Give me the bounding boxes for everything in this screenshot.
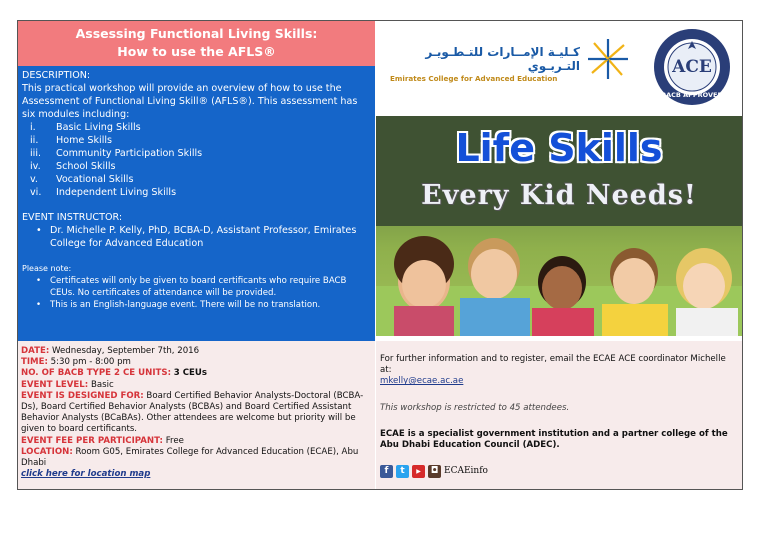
- about-text: ECAE is a specialist government institution and a partner college of the Abu Dhabi Education Council (ADEC).: [380, 428, 728, 451]
- list-item: [22, 173, 371, 186]
- ace-label: ACE: [672, 57, 712, 77]
- list-label: Community Participation Skills: [56, 148, 203, 159]
- social-links: [380, 465, 738, 478]
- list-num: ii.: [30, 135, 39, 146]
- fee-row: [21, 436, 372, 447]
- list-label: School Skills: [56, 161, 116, 172]
- ceu-label: NO. OF BACB TYPE 2 CE UNITS:: [21, 368, 172, 379]
- flyer-title: [18, 21, 375, 66]
- poster-subheadline: Every Kid Needs!: [421, 180, 697, 211]
- list-item: [22, 147, 371, 160]
- list-item: • Certificates will only be given to board certificants who require BACB CEUs. No certificates of attendance will be provided.: [36, 276, 347, 298]
- time-value: 5:30 pm - 8:00 pm: [50, 357, 131, 368]
- instagram-icon[interactable]: ◘: [428, 465, 441, 478]
- notes-label: Please note:: [22, 264, 72, 273]
- ecae-arabic-name: كـليـة الإمــارات للتـطـويـر التـربـوي: [425, 45, 580, 73]
- star-burst-icon: [586, 37, 630, 81]
- date-row: [21, 346, 372, 357]
- instructor-label: EVENT INSTRUCTOR:: [22, 212, 123, 223]
- notes-list: [22, 275, 371, 311]
- list-item: [22, 121, 371, 134]
- youtube-icon[interactable]: ▶: [412, 465, 425, 478]
- time-label: TIME:: [21, 357, 48, 368]
- ceu-row: [21, 368, 372, 379]
- date-value: Wednesday, September 7th, 2016: [52, 346, 200, 356]
- description-panel: [18, 66, 375, 341]
- list-item: [22, 160, 371, 173]
- module-list: [22, 121, 371, 199]
- list-item: • This is an English-language event. There will be no translation.: [36, 300, 321, 310]
- poster-headline: Life Skills: [455, 126, 663, 170]
- flyer: [17, 20, 743, 490]
- list-num: iii.: [30, 148, 42, 159]
- location-label: LOCATION:: [21, 446, 73, 457]
- description-label: DESCRIPTION:: [22, 70, 91, 81]
- time-row: [21, 357, 372, 368]
- instructor-name: Dr. Michelle P. Kelly, PhD, BCBA-D, Assistant Professor, Emirates College for Advanced Education: [50, 225, 357, 249]
- list-label: Independent Living Skills: [56, 187, 177, 198]
- note-text: This is an English-language event. There will be no translation.: [50, 300, 321, 310]
- twitter-icon[interactable]: t: [396, 465, 409, 478]
- email-link[interactable]: mkelly@ecae.ac.ae: [380, 376, 464, 387]
- list-label: Vocational Skills: [56, 174, 134, 185]
- designed-label: EVENT IS DESIGNED FOR:: [21, 390, 144, 401]
- restriction-text: This workshop is restricted to 45 attendees.: [380, 402, 570, 413]
- note-text: Certificates will only be given to board certificants who require BACB CEUs. No certificates of attendance will be provided.: [50, 276, 347, 298]
- list-item: [22, 134, 371, 147]
- ace-badge: [652, 27, 732, 107]
- list-num: vi.: [30, 187, 42, 198]
- poster-photo: [376, 116, 742, 336]
- level-value: Basic: [90, 379, 114, 390]
- ecae-logo: [390, 45, 610, 85]
- description-text: This practical workshop will provide an overview of how to use the Assessment of Functional Living Skill® (AFLS®). This assessment has six modules including:: [22, 83, 358, 120]
- instructor-list: [22, 224, 371, 250]
- title-line-2: How to use the AFLS®: [117, 44, 276, 59]
- title-line-1: Assessing Functional Living Skills:: [75, 26, 318, 41]
- social-handle: ECAEinfo: [444, 466, 488, 477]
- ceu-value: 3 CEUs: [173, 368, 208, 379]
- registration-info: [376, 341, 742, 489]
- list-num: iv.: [30, 161, 41, 172]
- location-row: [21, 447, 372, 469]
- list-item: • Dr. Michelle P. Kelly, PhD, BCBA-D, Assistant Professor, Emirates College for Advanced Education: [36, 225, 357, 249]
- list-label: Basic Living Skills: [56, 122, 141, 133]
- left-column: [18, 21, 375, 489]
- bacb-approved-label: BACB APPROVED: [661, 91, 723, 99]
- level-label: EVENT LEVEL:: [21, 379, 89, 390]
- list-num: v.: [30, 174, 38, 185]
- list-num: i.: [30, 122, 36, 133]
- facebook-icon[interactable]: f: [380, 465, 393, 478]
- designed-row: [21, 391, 372, 436]
- designed-value: Board Certified Behavior Analysts-Doctoral (BCBA-Ds), Board Certified Behavior Analysts (BCBAs) and Board Certified Assistant Behavior Analysts (BCaBAs). Other attendees are welcome but priority will be given to board certificants.: [21, 390, 364, 435]
- event-details: [18, 341, 375, 489]
- location-value: Room G05, Emirates College for Advanced Education (ECAE), Abu Dhabi: [21, 446, 359, 469]
- list-label: Home Skills: [56, 135, 113, 146]
- logo-bar: [376, 21, 742, 116]
- fee-label: EVENT FEE PER PARTICIPANT:: [21, 435, 163, 446]
- ecae-english-name: Emirates College for Advanced Education: [390, 74, 558, 83]
- right-column: [376, 21, 742, 489]
- level-row: [21, 380, 372, 391]
- date-label: DATE:: [21, 346, 50, 356]
- register-text: For further information and to register, email the ECAE ACE coordinator Michelle at:: [380, 354, 726, 376]
- fee-value: Free: [165, 435, 184, 446]
- list-item: [22, 186, 371, 199]
- location-map-link[interactable]: click here for location map: [21, 469, 151, 480]
